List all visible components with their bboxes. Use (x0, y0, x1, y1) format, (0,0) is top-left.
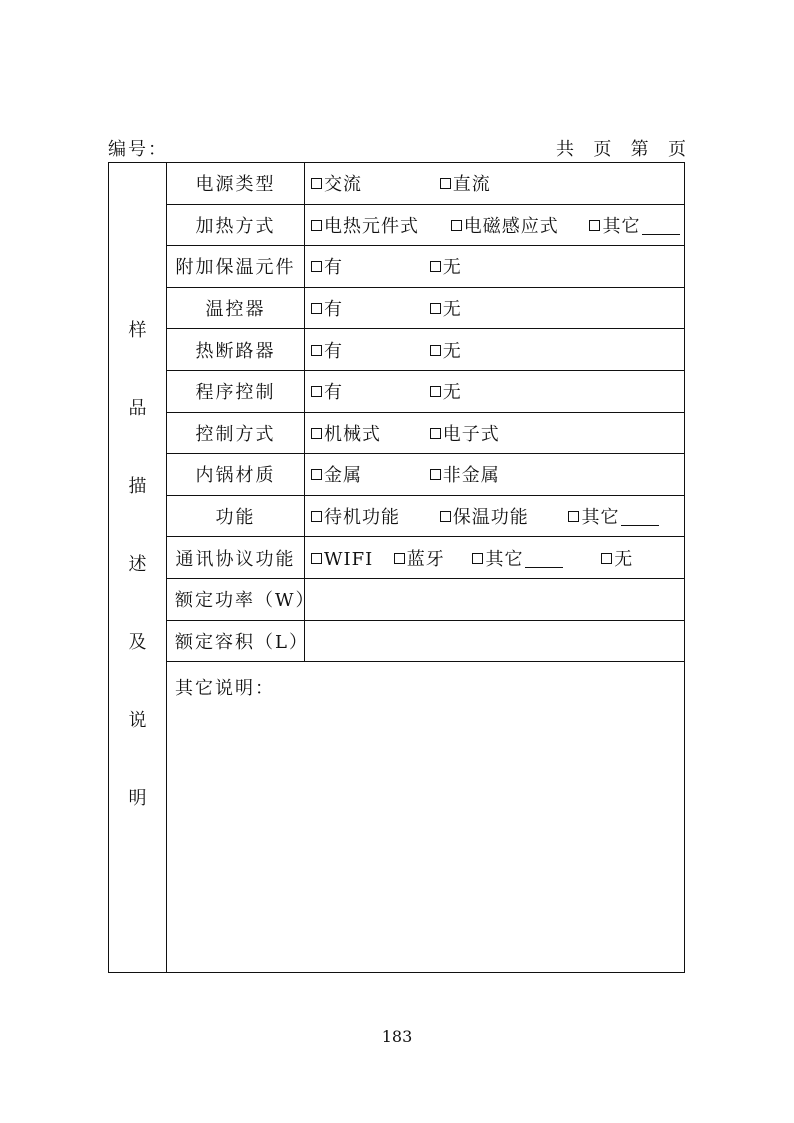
checkbox-icon[interactable] (394, 553, 405, 564)
fill-in-blank[interactable] (621, 509, 659, 526)
table-row (109, 370, 685, 412)
row-value-thermal-cutout (305, 329, 685, 371)
row-value-control-mode (305, 412, 685, 454)
option-keep-warm[interactable]: 保温功能 (440, 503, 562, 529)
side-label-char: 及 (128, 632, 147, 653)
side-label (109, 163, 166, 867)
checkbox-icon[interactable] (451, 220, 462, 231)
option-wifi[interactable]: WIFI (311, 549, 387, 570)
option-yes[interactable]: 有 (311, 378, 423, 404)
row-value-power-type (305, 163, 685, 205)
checkbox-icon[interactable] (430, 261, 441, 272)
side-label-char: 明 (128, 788, 147, 809)
table-row (109, 662, 685, 973)
option-bluetooth[interactable]: 蓝牙 (394, 545, 466, 571)
row-label-extra-warming-element: 附加保温元件 (167, 246, 305, 288)
option-yes[interactable]: 有 (311, 295, 423, 321)
fill-in-blank[interactable] (642, 218, 680, 235)
notes-label: 其它说明： (175, 678, 275, 700)
row-label-rated-capacity: 额定容积（L） (167, 620, 305, 662)
option-other[interactable]: 其它 (472, 545, 594, 571)
checkbox-icon[interactable] (430, 303, 441, 314)
side-label-char: 样 (128, 320, 147, 341)
checkbox-icon[interactable] (311, 511, 322, 522)
option-other[interactable]: 其它 (589, 212, 680, 238)
option-electronic[interactable]: 电子式 (430, 420, 500, 446)
row-label-heating-method: 加热方式 (167, 204, 305, 246)
checkbox-icon[interactable] (430, 469, 441, 480)
checkbox-icon[interactable] (589, 220, 600, 231)
serial-number-label: 编号： (108, 139, 168, 160)
row-value-inner-pot-material (305, 454, 685, 496)
row-label-rated-power: 额定功率（W） (167, 578, 305, 620)
option-no[interactable]: 无 (430, 337, 462, 363)
option-standby[interactable]: 待机功能 (311, 503, 433, 529)
table-row (109, 412, 685, 454)
row-label-thermal-cutout: 热断路器 (167, 329, 305, 371)
table-row (109, 246, 685, 288)
table-row (109, 620, 685, 662)
option-yes[interactable]: 有 (311, 337, 423, 363)
checkbox-icon[interactable] (601, 553, 612, 564)
checkbox-icon[interactable] (311, 469, 322, 480)
nth-label: 第 (630, 139, 649, 160)
total-label: 共 (556, 139, 574, 160)
page-count-label (556, 135, 686, 161)
option-induction[interactable]: 电磁感应式 (451, 212, 583, 238)
row-value-extra-warming-element (305, 246, 685, 288)
row-label-communication-protocol: 通讯协议功能 (167, 537, 305, 579)
sample-description-table (108, 162, 685, 973)
page-unit-label: 页 (667, 139, 686, 160)
row-value-heating-method (305, 204, 685, 246)
row-label-control-mode: 控制方式 (167, 412, 305, 454)
option-metal[interactable]: 金属 (311, 461, 423, 487)
side-label-char: 述 (128, 554, 147, 575)
checkbox-icon[interactable] (311, 261, 322, 272)
checkbox-icon[interactable] (311, 178, 322, 189)
option-other[interactable]: 其它 (568, 503, 659, 529)
table-row (109, 287, 685, 329)
rated-capacity-field[interactable] (305, 620, 685, 662)
row-label-inner-pot-material: 内锅材质 (167, 454, 305, 496)
checkbox-icon[interactable] (311, 345, 322, 356)
checkbox-icon[interactable] (311, 220, 322, 231)
table-row (109, 163, 685, 205)
checkbox-icon[interactable] (311, 428, 322, 439)
option-none[interactable]: 无 (601, 545, 633, 571)
checkbox-icon[interactable] (430, 428, 441, 439)
page-number: 183 (381, 1027, 413, 1046)
option-resistive-element[interactable]: 电热元件式 (311, 212, 444, 238)
row-label-thermostat: 温控器 (167, 287, 305, 329)
checkbox-icon[interactable] (568, 511, 579, 522)
row-value-functions (305, 495, 685, 537)
fill-in-blank[interactable] (525, 551, 563, 568)
option-non-metal[interactable]: 非金属 (430, 461, 500, 487)
row-label-power-type: 电源类型 (167, 163, 305, 205)
checkbox-icon[interactable] (440, 178, 451, 189)
table-row (109, 454, 685, 496)
table-row (109, 329, 685, 371)
checkbox-icon[interactable] (311, 386, 322, 397)
option-yes[interactable]: 有 (311, 253, 423, 279)
option-mechanical[interactable]: 机械式 (311, 420, 423, 446)
checkbox-icon[interactable] (311, 553, 322, 564)
option-no[interactable]: 无 (430, 295, 462, 321)
table-row (109, 578, 685, 620)
table-row (109, 537, 685, 579)
checkbox-icon[interactable] (440, 511, 451, 522)
side-label-char: 说 (128, 710, 147, 731)
checkbox-icon[interactable] (311, 303, 322, 314)
option-no[interactable]: 无 (430, 253, 462, 279)
row-value-communication-protocol (305, 537, 685, 579)
side-label-cell (109, 163, 167, 973)
side-label-char: 品 (128, 398, 147, 419)
table-row (109, 495, 685, 537)
row-label-program-control: 程序控制 (167, 370, 305, 412)
row-label-functions: 功能 (167, 495, 305, 537)
page-unit-label: 页 (593, 139, 612, 160)
row-value-thermostat (305, 287, 685, 329)
checkbox-icon[interactable] (430, 386, 441, 397)
side-label-char: 描 (128, 476, 147, 497)
option-ac[interactable]: 交流 (311, 170, 433, 196)
rated-power-field[interactable] (305, 578, 685, 620)
table-row (109, 204, 685, 246)
checkbox-icon[interactable] (430, 345, 441, 356)
option-dc[interactable]: 直流 (440, 170, 491, 196)
row-value-program-control (305, 370, 685, 412)
checkbox-icon[interactable] (472, 553, 483, 564)
notes-field[interactable] (167, 662, 685, 973)
option-no[interactable]: 无 (430, 378, 462, 404)
